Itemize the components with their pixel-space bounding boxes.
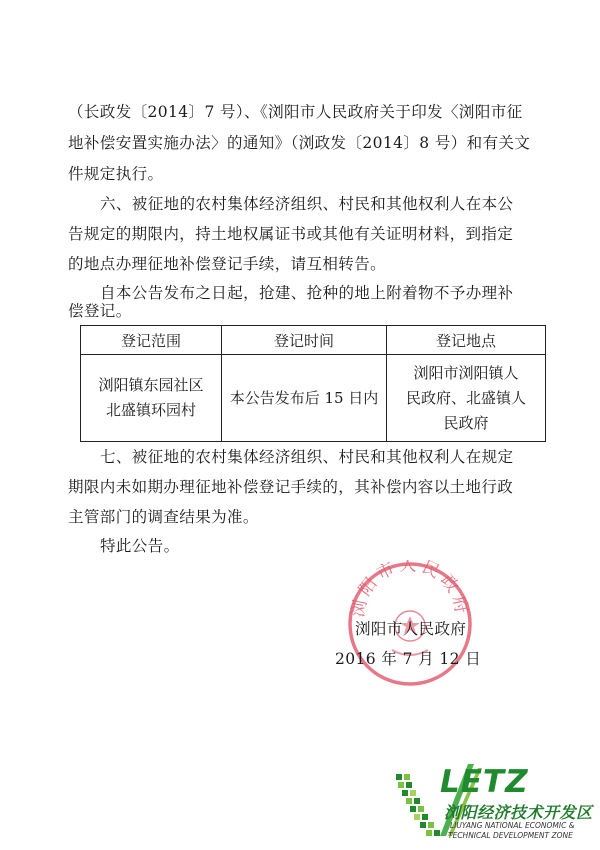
registration-table (80, 325, 546, 442)
letz-logo (392, 760, 598, 846)
paragraph-line: 特此公告。 (100, 537, 180, 555)
paragraph-line: 六、被征地的农村集体经济组织、村民和其他权利人在本公 (100, 195, 514, 213)
place-line: 民政府、北盛镇人 (405, 388, 526, 407)
scope-line: 北盛镇环园村 (105, 401, 196, 419)
table-header-scope: 登记范围 (81, 326, 222, 355)
table-cell-time: 本公告发布后 15 日内 (222, 355, 387, 442)
table-header-place: 登记地点 (387, 326, 546, 355)
paragraph-line: 的地点办理征地补偿登记手续，请互相转告。 (68, 255, 387, 273)
paragraph-line: 七、被征地的农村集体经济组织、村民和其他权利人在规定 (100, 448, 514, 466)
table-cell-place (387, 355, 546, 442)
paragraph-line: 主管部门的调查结果为准。 (68, 508, 259, 526)
paragraph-line: 自本公告发布之日起，抢建、抢种的地上附着物不予办理补 (100, 284, 514, 302)
table-cell-scope (81, 355, 222, 442)
logo-mark-text: LETZ (440, 764, 529, 800)
place-line: 民政府 (443, 413, 489, 432)
issuer-name: 浏阳市人民政府 (355, 620, 467, 638)
svg-text:浏阳市人民政府: 浏阳市人民政府 (348, 560, 472, 619)
table-row (81, 355, 546, 442)
paragraph-line: （长政发〔2014〕7 号）、《浏阳市人民政府关于印发〈浏阳市征 (68, 103, 523, 121)
issue-date: 2016 年 7 月 12 日 (335, 650, 482, 668)
paragraph-line: 偿登记。 (68, 302, 132, 320)
logo-name-en: LIUYANG NATIONAL ECONOMIC & (450, 821, 575, 830)
scope-line: 浏阳镇东园社区 (98, 376, 204, 394)
place-line: 浏阳市浏阳镇人 (413, 363, 519, 382)
logo-name-cn: 浏阳经济技术开发区 (444, 803, 593, 822)
paragraph-line: 告规定的期限内，持土地权属证书或其他有关证明材料，到指定 (68, 225, 514, 243)
logo-name-en: TECHNICAL DEVELOPMENT ZONE (448, 831, 573, 840)
paragraph-line: 件规定执行。 (68, 165, 164, 183)
paragraph-line: 地补偿安置实施办法〉的通知》（浏政发〔2014〕8 号）和有关文 (68, 134, 531, 152)
paragraph-line: 期限内未如期办理征地补偿登记手续的，其补偿内容以土地行政 (68, 478, 514, 496)
table-header-time: 登记时间 (222, 326, 387, 355)
